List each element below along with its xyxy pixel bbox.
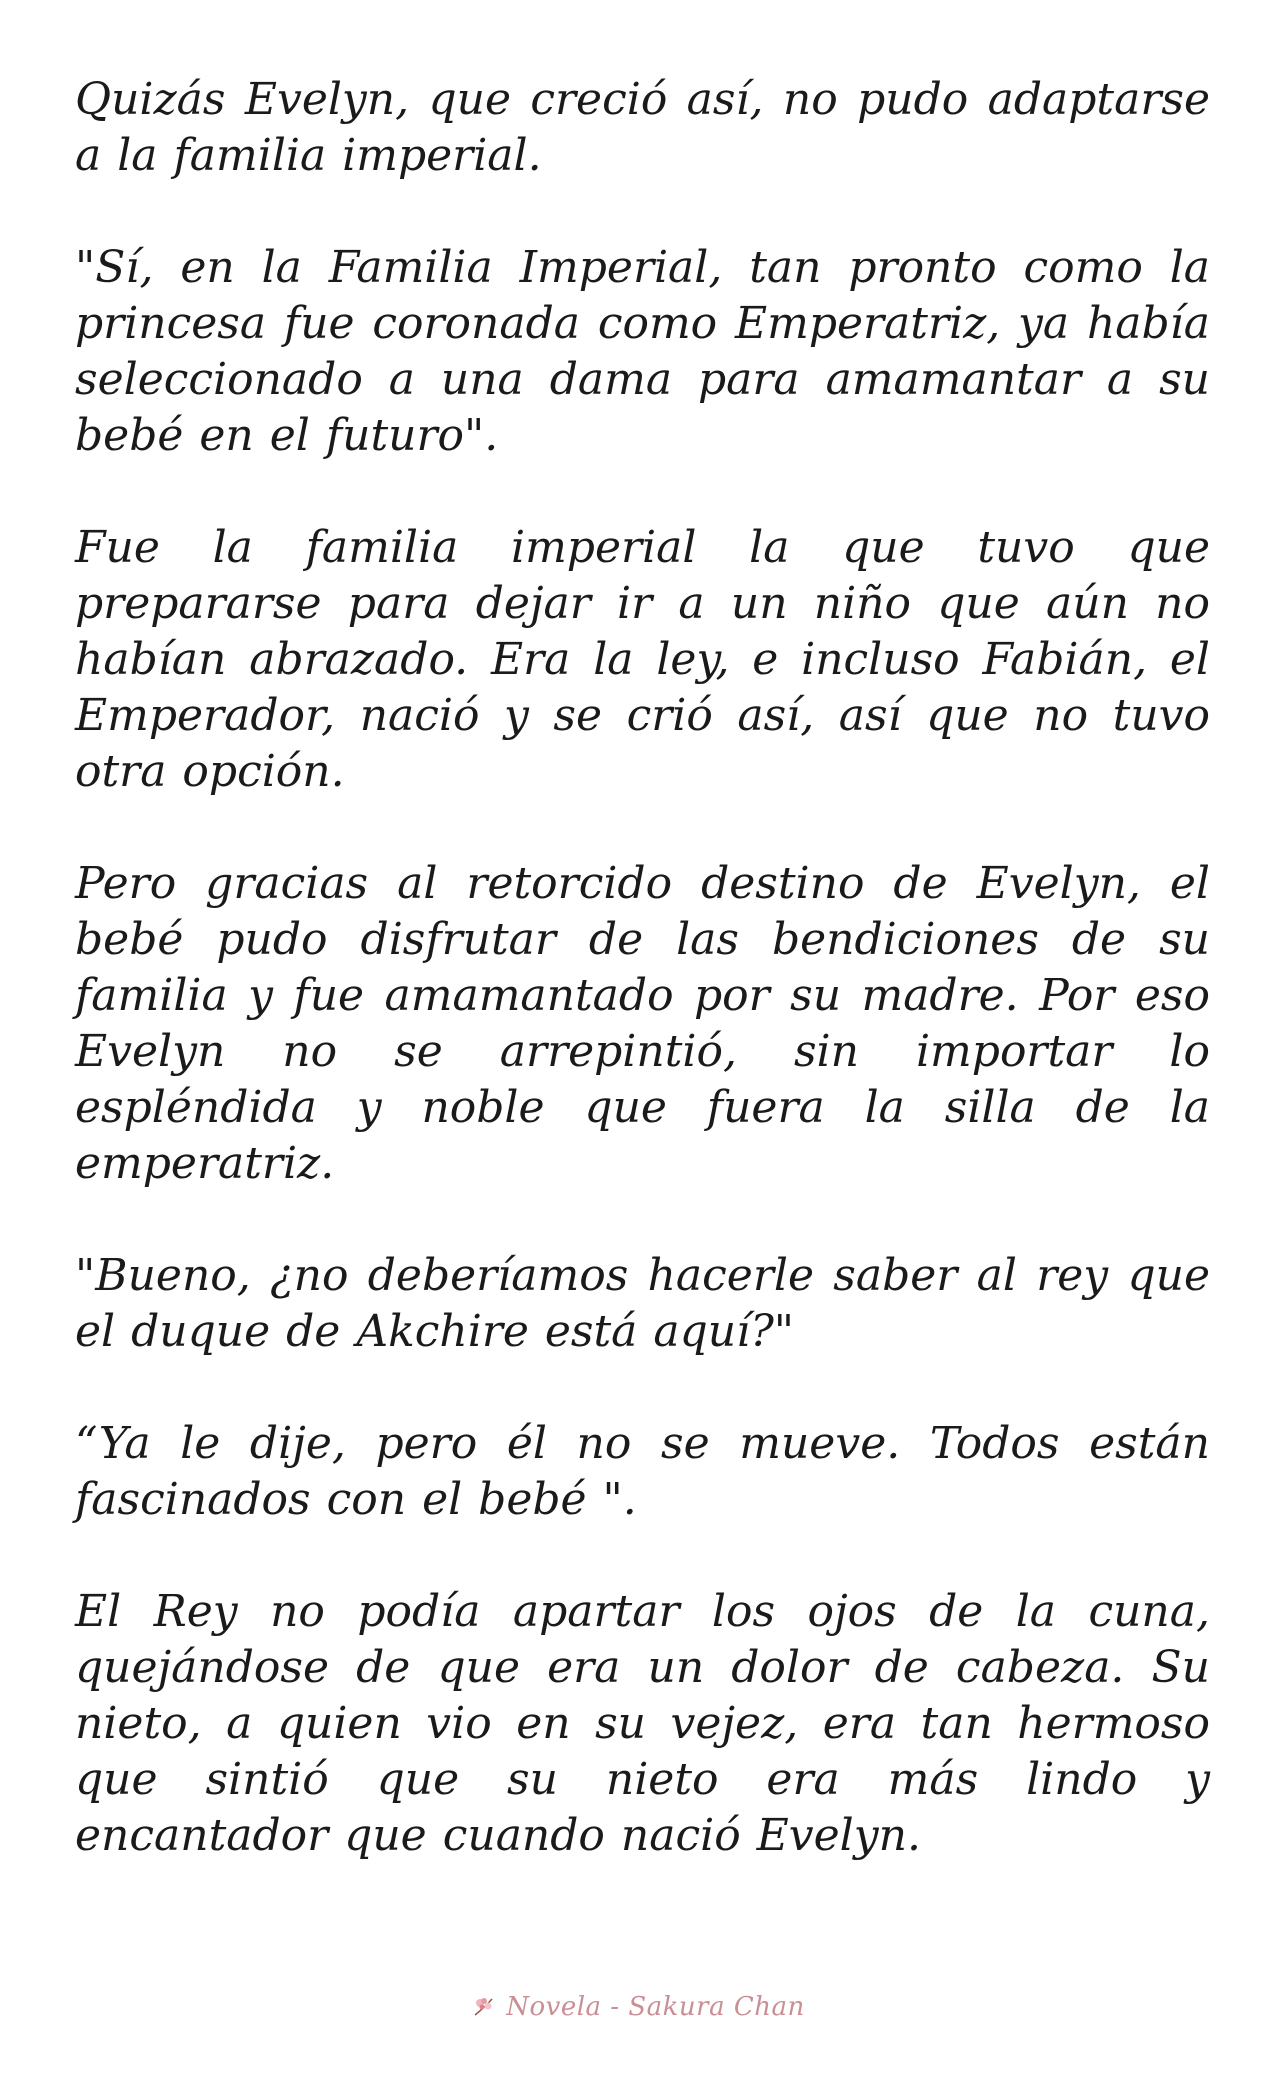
watermark-text: Novela - Sakura Chan <box>506 1992 805 2022</box>
paragraph-6: “Ya le dije, pero él no se mueve. Todos están fascinados con el bebé ". <box>75 1418 1210 1525</box>
paragraph-3: Fue la familia imperial la que tuvo que prepararse para dejar ir a un niño que aún no habían abrazado. Era la ley, e incluso Fabián, el Emperador, nació y se crió así, así que no tuvo otra opción. <box>75 522 1210 797</box>
paragraph-2: "Sí, en la Familia Imperial, tan pronto como la princesa fue coronada como Emperatriz, ya había seleccionado a una dama para amamantar a su bebé en el futuro". <box>75 242 1210 461</box>
watermark-footer <box>0 1992 1275 2022</box>
paragraph-1: Quizás Evelyn, que creció así, no pudo adaptarse a la familia imperial. <box>75 74 1210 181</box>
sakura-flower-icon <box>470 1993 498 2021</box>
paragraph-7: El Rey no podía apartar los ojos de la cuna, quejándose de que era un dolor de cabeza. Su nieto, a quien vio en su vejez, era tan hermoso que sintió que su nieto era más lindo y encantador que cuando nació Evelyn. <box>75 1586 1210 1861</box>
paragraph-4: Pero gracias al retorcido destino de Evelyn, el bebé pudo disfrutar de las bendiciones de su familia y fue amamantado por su madre. Por eso Evelyn no se arrepintió, sin importar lo espléndida y noble que fuera la silla de la emperatriz. <box>75 858 1210 1189</box>
paragraph-5: "Bueno, ¿no deberíamos hacerle saber al rey que el duque de Akchire está aquí?" <box>75 1250 1210 1357</box>
document-body <box>75 72 1210 1920</box>
